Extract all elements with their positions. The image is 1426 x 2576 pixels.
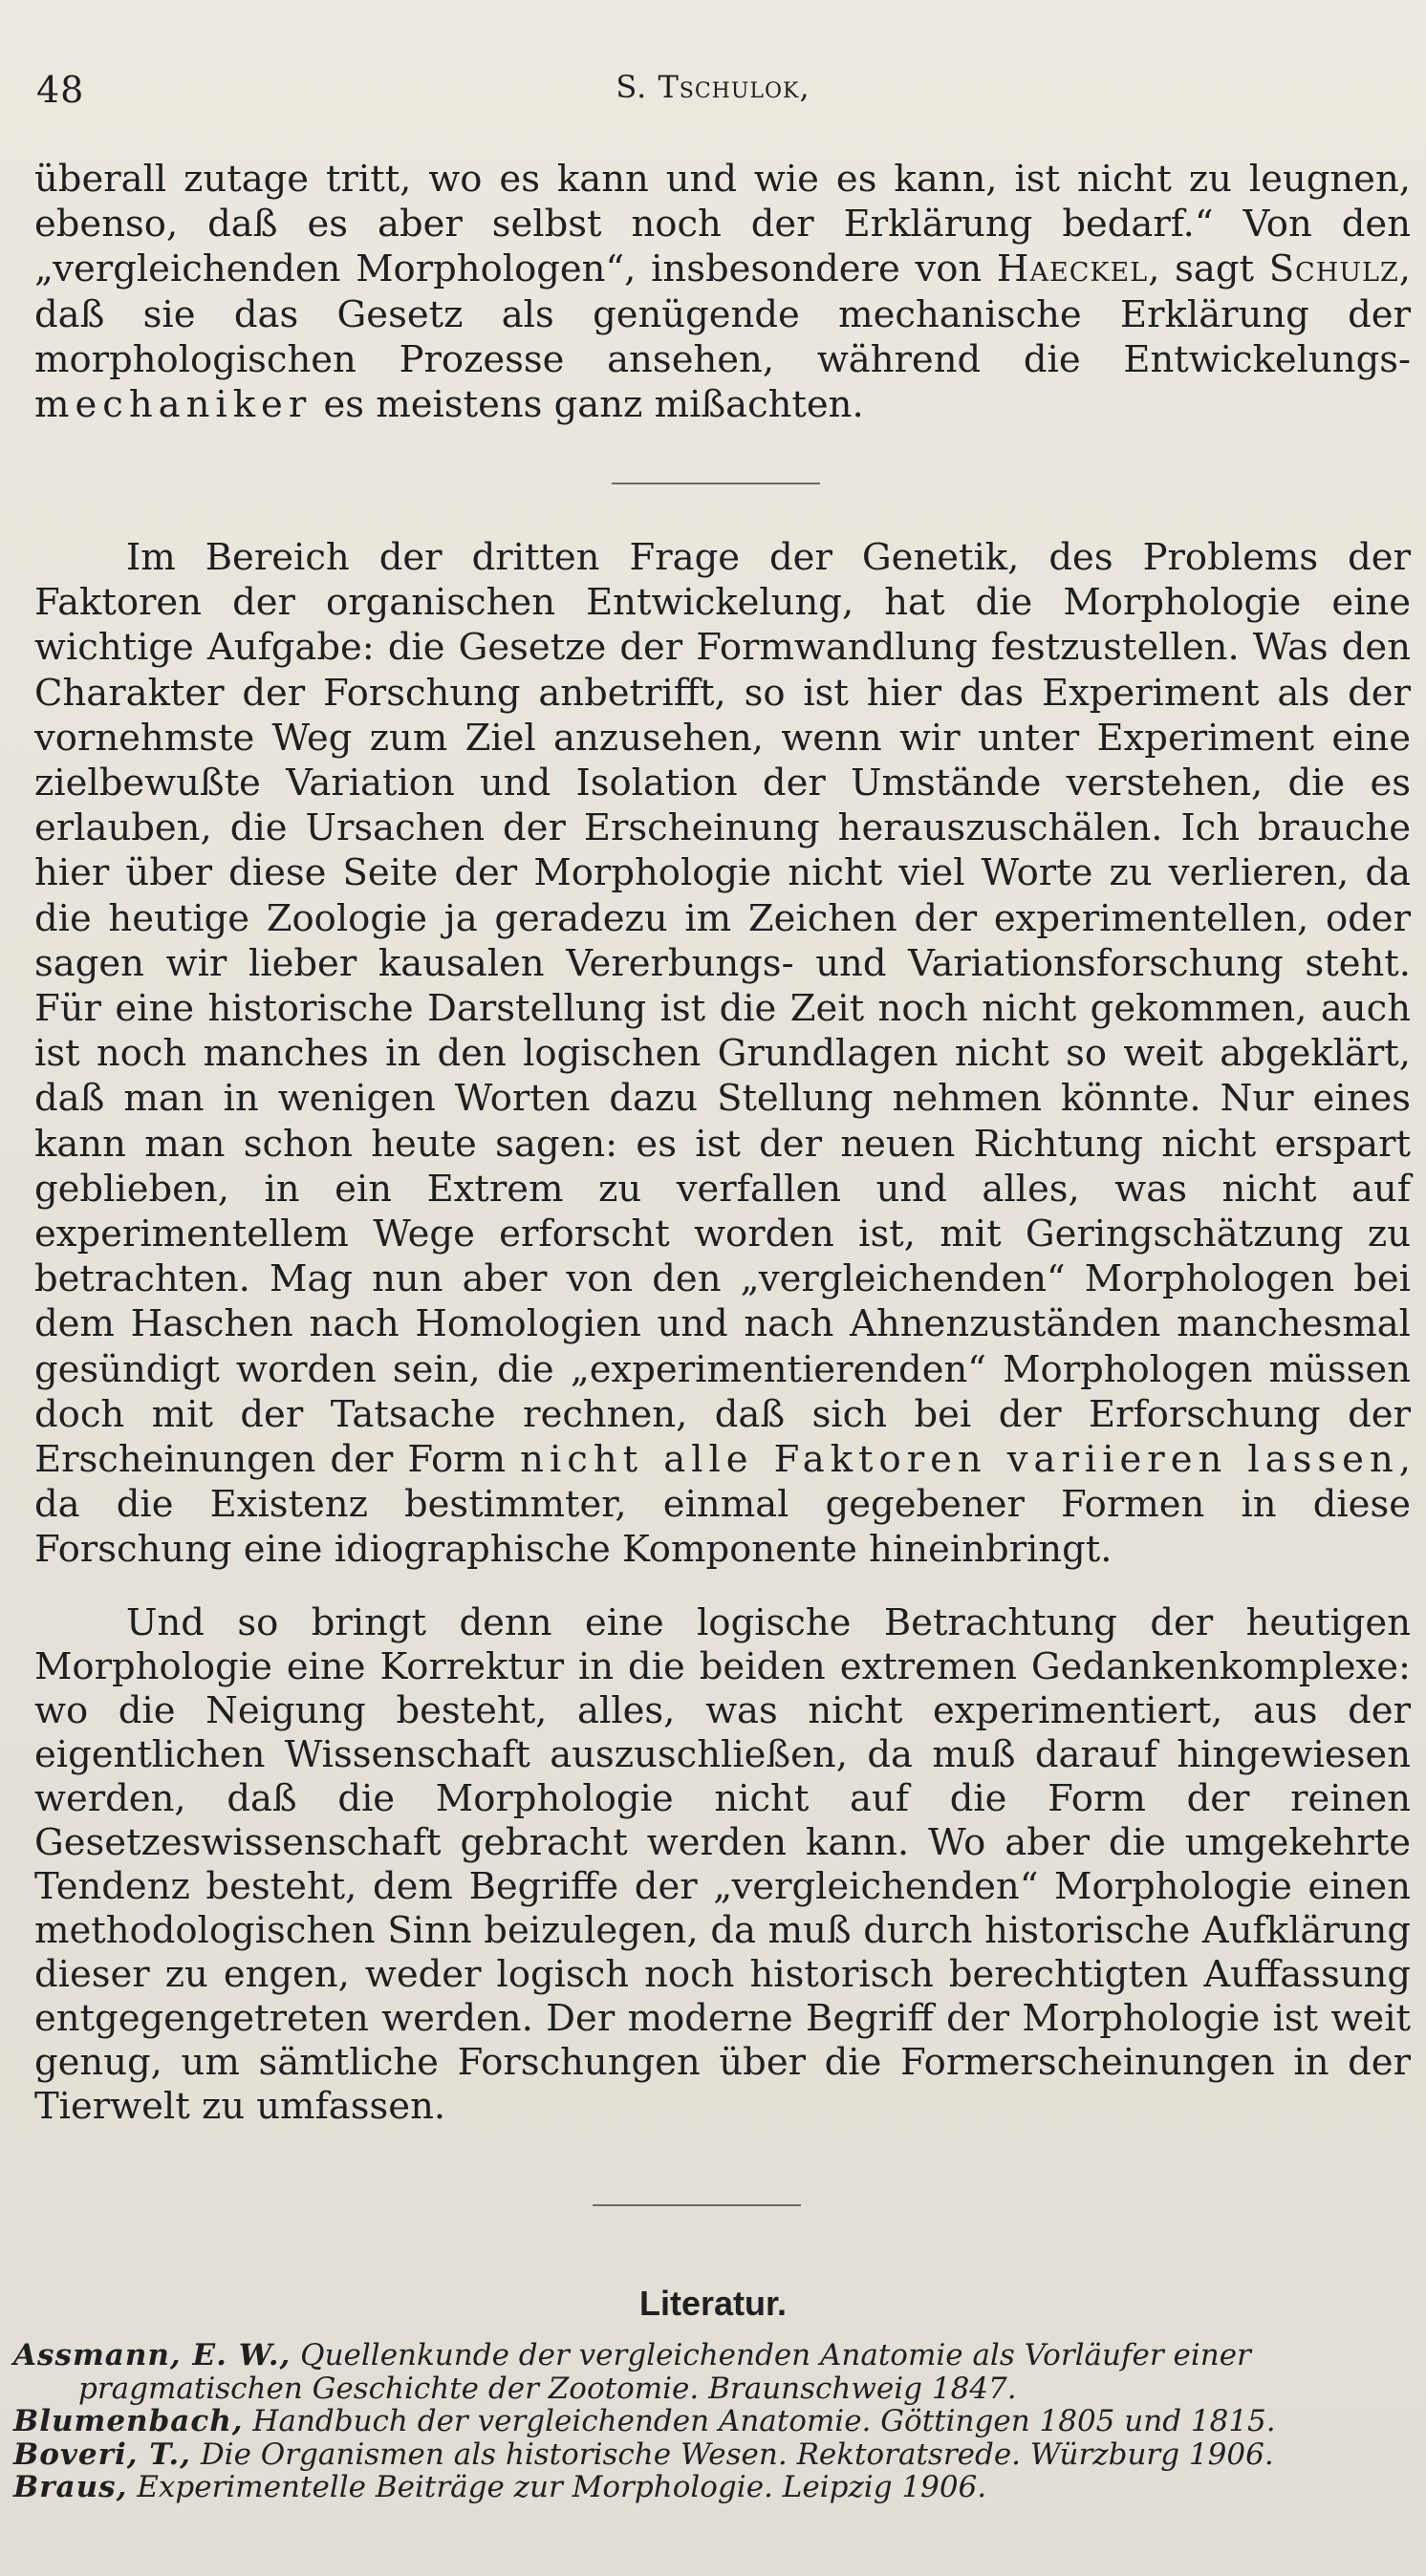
text-fragment: Im Bereich der dritten Frage der Genetik, des Problems der Faktoren der organischen Entwickelung, hat die Morphologie eine wichtige Aufgabe: die Gesetze der Formwandlung festzustellen. Was den Charakter der Forschung anbetrifft, so ist hier das Experiment als der vornehmste Weg zum Ziel anzusehen, wenn wir unter Experiment eine zielbewußte Variation und Isolation der Umstände verstehen, die es erlauben, die Ursachen der Erscheinung herauszuschälen. Ich brauche hier über diese Seite der Morphologie nicht viel Worte zu verlieren, da die heutige Zoologie ja geradezu im Zeichen der experimentellen, oder sagen wir lieber kausalen Vererbungs- und Variationsforschung steht. Für eine historische Darstellung ist die Zeit noch nicht gekommen, auch ist noch manches in den logischen Grundlagen nicht so weit abgeklärt, daß man in wenigen Worten dazu Stellung nehmen könnte. Nur eines kann man schon heute sagen: es ist der neuen Richtung nicht erspart geblieben, in ein Extrem zu verfallen und alles, was nicht auf experimentellem Wege erforscht worden ist, mit Geringschätzung zu betrachten. Mag nun aber von den „vergleichenden“ Morphologen bei dem Haschen nach Homologien und nach Ahnenzuständen manchesmal gesündigt worden sein, die „experimentierenden“ Morphologen müssen doch mit der Tatsache rechnen, daß sich bei der Erforschung der Erscheinungen der Form [34, 536, 1411, 1482]
text-line: der morphologischen Prozesse ansehen, während die Entwickelungs- [34, 292, 1411, 381]
text-fragment: , da die Existenz bestimmter, einmal gegebener Formen in diese Forschung eine idiographische Komponente hineinbringt. [34, 1438, 1411, 1572]
reference-author: Blumenbach, [13, 2404, 244, 2438]
text-fragment: , daß sie das Gesetz als genügende mechanische Erklärung [34, 247, 1411, 336]
text-line: überall zutage tritt, wo es kann und wie es kann, ist nicht zu leugnen, [34, 158, 1411, 201]
reference-title: Die Organismen als historische Wesen. [200, 2436, 788, 2472]
running-head [0, 69, 1426, 105]
emphasized-term: mechaniker [34, 383, 313, 427]
page-number: 48 [36, 69, 85, 111]
reference-title: Quellenkunde der vergleichenden Anatomie als Vorläufer einer pragmatischen Geschichte der Zootomie. [78, 2338, 1251, 2406]
section-divider [612, 483, 820, 484]
author-name-haeckel: Haeckel [996, 247, 1149, 291]
reference-author: Assmann, E. W., [13, 2338, 292, 2372]
reference-author: Braus, [13, 2470, 128, 2504]
paragraph-continued [34, 157, 1411, 427]
reference-details: Leipzig 1906. [782, 2470, 987, 2504]
paragraph-conclusion [34, 1601, 1411, 2129]
reference-entry [13, 2405, 1409, 2438]
reference-title: Handbuch der vergleichenden Anatomie. [252, 2404, 872, 2438]
paragraph-text: Und so bringt denn eine logische Betrachtung der heutigen Morphologie eine Korrektur in die beiden extremen Gedankenkomplexe: wo die Neigung besteht, alles, was nicht experimentiert, aus der eigentlichen Wissenschaft auszuschließen, da muß darauf hingewiesen werden, daß die Morphologie nicht auf die Form der reinen Gesetzeswissenschaft gebracht werden kann. Wo aber die umgekehrte Tendenz besteht, dem Begriffe der „vergleichenden“ Morphologie einen methodologischen Sinn beizulegen, da muß durch historische Aufklärung dieser zu engen, weder logisch noch historisch berechtigten Auffassung entgegengetreten werden. Der moderne Begriff der Morphologie ist weit genug, um sämtliche Forschungen über die Formerscheinungen in der Tierwelt zu umfassen. [34, 1601, 1411, 2128]
text-fragment: es meistens ganz mißachten. [312, 383, 864, 427]
reference-details: Braunschweig 1847. [708, 2371, 1017, 2406]
reference-author: Boveri, T., [13, 2436, 191, 2472]
reference-entry [13, 2339, 1409, 2405]
running-head-text: S. Tschulok, [616, 69, 810, 105]
author-name-schulz: Schulz [1268, 247, 1399, 291]
reference-entry [13, 2438, 1409, 2472]
text-line: ebenso, daß es aber selbst noch der Erklärung bedarf.“ Von den [34, 203, 1411, 247]
reference-details: Göttingen 1805 und 1815. [880, 2404, 1276, 2438]
text-fragment: , sagt [1148, 247, 1254, 291]
paragraph-text [34, 535, 1411, 1573]
section-divider [593, 2204, 801, 2206]
paragraph-text [34, 157, 1411, 427]
reference-details: Rektoratsrede. Würzburg 1906. [796, 2436, 1274, 2472]
reference-entry [13, 2471, 1409, 2504]
reference-title: Experimentelle Beiträge zur Morphologie. [137, 2470, 773, 2504]
paragraph-genetics [34, 535, 1411, 1573]
literature-heading: Literatur. [638, 2284, 788, 2323]
reference-list [13, 2339, 1409, 2504]
emphasized-phrase: nicht alle Faktoren variieren lassen [520, 1438, 1399, 1482]
text-line: „vergleichenden Morphologen“, insbesondere von [34, 247, 983, 291]
page-header [0, 69, 1426, 126]
